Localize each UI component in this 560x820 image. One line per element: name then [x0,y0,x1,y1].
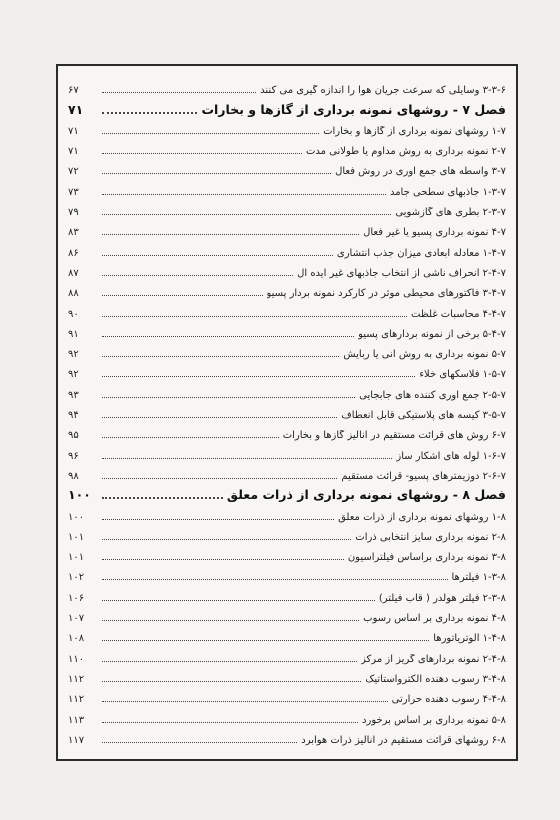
toc-dot-leader [102,152,302,154]
toc-dot-leader [102,558,344,560]
toc-dot-leader [102,294,263,296]
toc-entry-row [68,685,506,705]
toc-page-number: ۱۱۰ [68,653,85,665]
toc-entry-title: ۵-۷ نمونه برداری به روش آنی یا ربایش [343,349,506,361]
toc-page-number: ۹۵ [68,430,79,442]
toc-page-number: ۷۱ [68,125,79,137]
toc-dot-leader [102,335,354,337]
toc-entry-title: ۴-۷ نمونه برداری پسیو یا غیر فعال [363,227,506,239]
toc-entry-title: ۳-۵-۷ کیسه های پلاستیکی قابل انعطاف [341,410,506,422]
toc-page-number: ۹۲ [68,369,79,381]
toc-entry-title: ۴-۴-۷ محاسبات غلظت [411,308,506,320]
toc-dot-leader [102,375,415,377]
toc-dot-leader [102,193,386,195]
toc-entry-title: ۶-۸ روشهای قرائت مستقیم در آنالیز ذرات هوابرد [301,734,506,746]
toc-dot-leader [102,680,361,682]
toc-dot-leader [102,274,293,276]
toc-dot-leader [102,457,392,459]
toc-entry-title: ۶-۷ روش های قرائت مستقیم در آنالیز گازها و بخارات [282,430,506,442]
toc-entry-title: ۳-۴-۷ فاکتورهای محیطی موثر در کارکرد نمونه بردار پسیو [266,288,506,300]
toc-entry-row [68,644,506,664]
toc-entry-row [68,563,506,583]
toc-page-number: ۸۷ [68,267,79,279]
toc-entry-title: ۱-۷ روشهای نمونه برداری از گازها و بخارات [323,125,506,137]
toc-dot-leader [102,518,334,520]
toc-entry-title: ۳-۳-۶ وسایلی که سرعت جریان هوا را اندازه گیری می کنند [260,85,506,97]
toc-page-number: ۱۰۷ [68,613,85,625]
toc-page-number: ۷۱ [68,146,79,158]
toc-entry-row [68,401,506,421]
toc-dot-leader [102,721,358,723]
toc-dot-leader [102,578,448,580]
toc-entry-title: ۲-۳-۷ بطری های گازشویی [395,207,506,219]
toc-entry-row [68,441,506,461]
toc-entry-row [68,502,506,522]
toc-entry-row [68,462,506,482]
toc-entry-row [68,380,506,400]
toc-entry-title: ۲-۸ نمونه برداری سایز انتخابی ذرات [355,531,506,543]
toc-entry-row [68,604,506,624]
toc-entry-row [68,177,506,197]
toc-entry-title: ۱-۳-۷ جاذبهای سطحی جامد [389,186,506,198]
toc-entry-row [68,137,506,157]
toc-dot-leader [102,477,337,479]
toc-page-number: ۸۳ [68,227,79,239]
toc-dot-leader [102,233,359,235]
toc-entry-row [68,360,506,380]
toc-dot-leader [102,599,375,601]
toc-dot-leader [102,132,319,134]
toc-dot-leader [102,416,337,418]
toc-dot-leader [102,111,197,114]
toc-dot-leader [102,254,333,256]
toc-entry-row [68,238,506,258]
toc-entry-title: ۲-۴-۸ نمونه بردارهای گریز از مرکز [361,653,506,665]
toc-page-number: ۱۰۱ [68,552,85,564]
toc-entry-title: ۱-۴-۷ معادله ابعادی میزان جذب انتشاری [336,247,506,259]
table-of-contents [68,76,506,746]
toc-entry-title: ۵-۸ نمونه برداری بر اساس برخورد [362,714,506,726]
toc-page-number: ۹۸ [68,470,79,482]
toc-dot-leader [102,91,256,93]
toc-entry-row [68,198,506,218]
toc-entry-title: ۲-۵-۷ جمع آوری کننده های جابجایی [359,389,506,401]
toc-page-number: ۹۶ [68,450,79,462]
toc-entry-row [68,665,506,685]
toc-page-number: ۷۲ [68,166,79,178]
toc-dot-leader [102,213,391,215]
toc-page-number: ۹۱ [68,328,79,340]
toc-dot-leader [102,660,357,662]
toc-chapter-row [68,96,506,116]
toc-page-number: ۹۳ [68,389,79,401]
toc-entry-title: ۱-۵-۷ فلاسکهای خلاء [419,369,506,381]
toc-dot-leader [102,436,279,438]
toc-page-number: ۱۰۰ [68,487,91,503]
toc-page-number: ۱۰۶ [68,592,85,604]
toc-entry-row [68,705,506,725]
toc-entry-title: ۳-۷ واسطه های جمع آوری در روش فعال [335,166,506,178]
toc-page-number: ۹۴ [68,410,79,422]
toc-page-number: ۱۰۸ [68,633,85,645]
toc-entry-title: ۱-۳-۸ فیلترها [451,572,506,584]
toc-page-number: ۱۱۲ [68,673,85,685]
toc-entry-row [68,320,506,340]
toc-entry-row [68,726,506,746]
toc-page-number: ۸۶ [68,247,79,259]
toc-page-number: ۸۸ [68,288,79,300]
toc-entry-title: ۲-۳-۸ فیلتر هولدر ( قاب فیلتر) [378,592,506,604]
toc-chapter-title: فصل ۸ - روشهای نمونه برداری از ذرات معلق [226,487,506,503]
toc-entry-title: ۵-۴-۷ برخی از نمونه بردارهای پسیو [358,328,506,340]
toc-entry-title: ۳-۴-۸ رسوب دهنده الکترواستاتیک [365,673,506,685]
toc-dot-leader [102,396,355,398]
toc-page-number: ۱۰۱ [68,531,85,543]
toc-dot-leader [102,619,359,621]
toc-entry-title: ۱-۸ روشهای نمونه برداری از ذرات معلق [338,511,506,523]
toc-entry-title: ۳-۸ نمونه برداری براساس فیلتراسیون [347,552,506,564]
toc-dot-leader [102,172,331,174]
toc-page-number: ۱۱۷ [68,734,85,746]
toc-entry-row [68,76,506,96]
toc-chapter-title: فصل ۷ - روشهای نمونه برداری از گازها و بخارات [201,101,506,117]
toc-entry-row [68,543,506,563]
toc-frame [56,64,518,761]
toc-page-number: ۱۰۰ [68,511,85,523]
toc-entry-title: ۴-۴-۸ رسوب دهنده حرارتی [391,694,506,706]
toc-dot-leader [102,639,429,641]
toc-entry-row [68,421,506,441]
toc-entry-row [68,259,506,279]
toc-page-number: ۱۰۲ [68,572,85,584]
toc-dot-leader [102,496,223,499]
toc-chapter-row [68,482,506,502]
toc-entry-row [68,279,506,299]
toc-entry-title: ۲-۶-۷ دوزیمترهای پسیو- قرائت مستقیم [341,470,506,482]
toc-entry-row [68,117,506,137]
toc-entry-row [68,523,506,543]
toc-dot-leader [102,538,351,540]
toc-page-number: ۷۹ [68,207,79,219]
toc-page-number: ۶۷ [68,85,79,97]
toc-entry-row [68,218,506,238]
toc-page-number: ۱۱۳ [68,714,85,726]
toc-dot-leader [102,315,407,317]
toc-entry-title: ۴-۸ نمونه برداری بر اساس رسوب [363,613,506,625]
toc-entry-row [68,299,506,319]
toc-page-number: ۹۲ [68,349,79,361]
toc-page-number: ۱۱۲ [68,694,85,706]
toc-entry-row [68,157,506,177]
toc-entry-title: ۱-۶-۷ لوله های آشکار ساز [396,450,506,462]
toc-page-number: ۹۰ [68,308,79,320]
toc-entry-row [68,624,506,644]
toc-dot-leader [102,355,339,357]
toc-entry-row [68,340,506,360]
toc-page-number: ۷۳ [68,186,79,198]
toc-entry-row [68,583,506,603]
toc-entry-title: ۲-۷ نمونه برداری به روش مداوم یا طولانی مدت [305,146,506,158]
toc-entry-title: ۱-۴-۸ الوتریاتورها [433,633,506,645]
toc-page-number: ۷۱ [68,101,84,117]
toc-dot-leader [102,741,297,743]
toc-dot-leader [102,700,388,702]
toc-entry-title: ۲-۴-۷ انحراف ناشی از انتخاب جاذبهای غیر ایده آل [297,267,506,279]
